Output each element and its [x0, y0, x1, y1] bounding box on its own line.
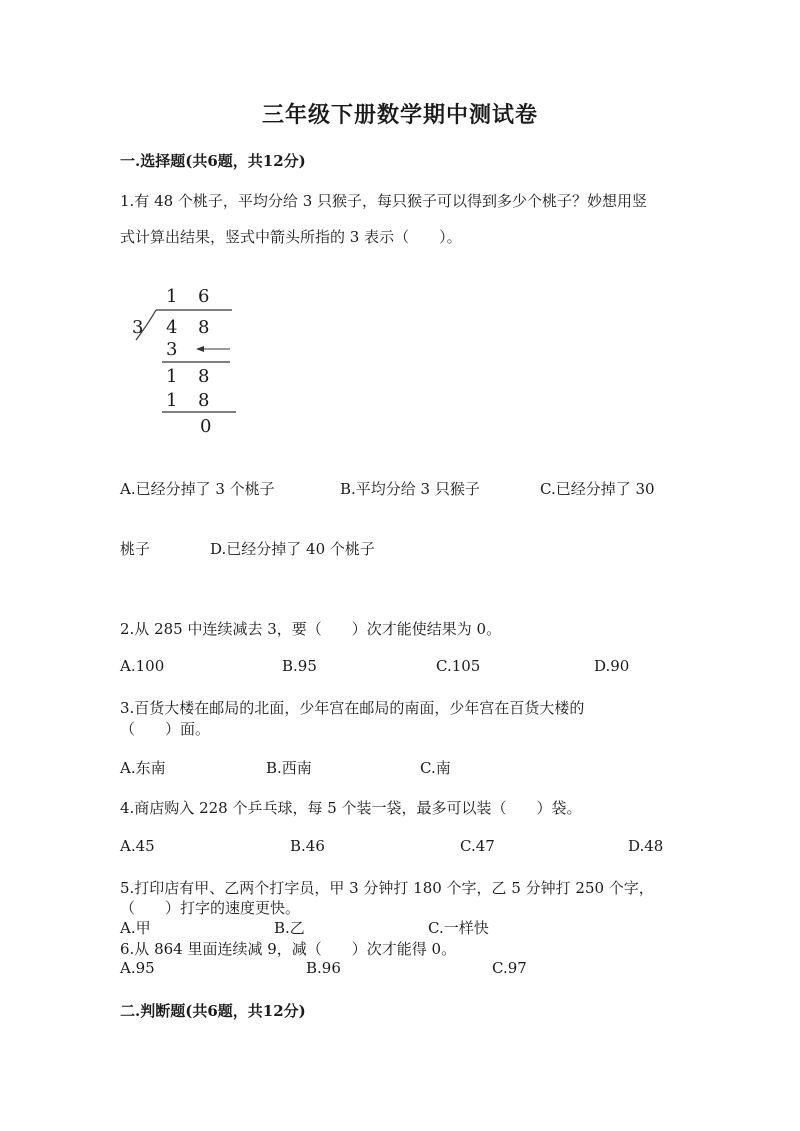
question-5-line-1: 5.打印店有甲、乙两个打字员，甲 3 分钟打 180 个字，乙 5 分钟打 250 个字， [120, 879, 654, 897]
question-3-option-a: A.东南 [120, 759, 166, 777]
step-3-digit-1: 1 [166, 390, 178, 411]
divisor: 3 [132, 317, 144, 338]
question-5-option-b: B.乙 [274, 919, 305, 937]
section-heading-choice: 一.选择题(共6题，共12分) [120, 152, 306, 170]
question-4-option-b: B.46 [290, 837, 325, 855]
step-2-digit-2: 8 [198, 366, 210, 387]
question-2-option-a: A.100 [120, 657, 165, 675]
quotient-digit-2: 6 [198, 286, 210, 307]
step-3-digit-2: 8 [198, 390, 210, 411]
question-1-option-a: A.已经分掉了 3 个桃子 [120, 480, 275, 498]
question-6-option-a: A.95 [120, 959, 155, 977]
step-1-digit: 3 [166, 339, 178, 360]
remainder-digit: 0 [200, 416, 212, 437]
long-division-figure [120, 280, 260, 440]
question-4-option-d: D.48 [628, 837, 664, 855]
question-3-line-1: 3.百货大楼在邮局的北面，少年宫在邮局的南面，少年宫在百货大楼的 [120, 699, 585, 717]
question-6-option-c: C.97 [492, 959, 527, 977]
question-6-text: 6.从 864 里面连续减 9，减（ ）次才能得 0。 [120, 940, 457, 958]
question-5-option-c: C.一样快 [428, 919, 489, 937]
question-5-option-a: A.甲 [120, 919, 151, 937]
question-3-line-2: （ ）面。 [120, 720, 211, 738]
question-2-option-b: B.95 [282, 657, 317, 675]
question-2-option-c: C.105 [436, 657, 481, 675]
question-2-option-d: D.90 [594, 657, 630, 675]
quotient-digit-1: 1 [166, 286, 178, 307]
step-2-digit-1: 1 [166, 366, 178, 387]
question-1-option-d: D.已经分掉了 40 个桃子 [210, 540, 375, 558]
question-6-option-b: B.96 [306, 959, 341, 977]
question-2-text: 2.从 285 中连续减去 3，要（ ）次才能使结果为 0。 [120, 620, 502, 638]
question-3-option-b: B.西南 [266, 759, 312, 777]
arrow-icon [196, 346, 230, 352]
dividend-digit-1: 4 [166, 317, 178, 338]
question-1-line-2: 式计算出结果，竖式中箭头所指的 3 表示（ ）。 [120, 228, 462, 246]
question-1-option-b: B.平均分给 3 只猴子 [340, 480, 480, 498]
question-1-option-c-continued: 桃子 [120, 540, 151, 558]
question-4-option-c: C.47 [460, 837, 495, 855]
page-title: 三年级下册数学期中测试卷 [261, 102, 538, 128]
question-5-line-2: （ ）打字的速度更快。 [120, 899, 301, 917]
question-4-text: 4.商店购入 228 个乒乓球，每 5 个装一袋，最多可以装（ ）袋。 [120, 799, 582, 817]
question-1-option-c: C.已经分掉了 30 [540, 480, 655, 498]
question-1-line-1: 1.有 48 个桃子，平均分给 3 只猴子，每只猴子可以得到多少个桃子？妙想用竖 [120, 192, 648, 210]
question-4-option-a: A.45 [120, 837, 155, 855]
section-heading-judgment: 二.判断题(共6题，共12分) [120, 1002, 306, 1020]
dividend-digit-2: 8 [198, 317, 210, 338]
question-3-option-c: C.南 [420, 759, 451, 777]
